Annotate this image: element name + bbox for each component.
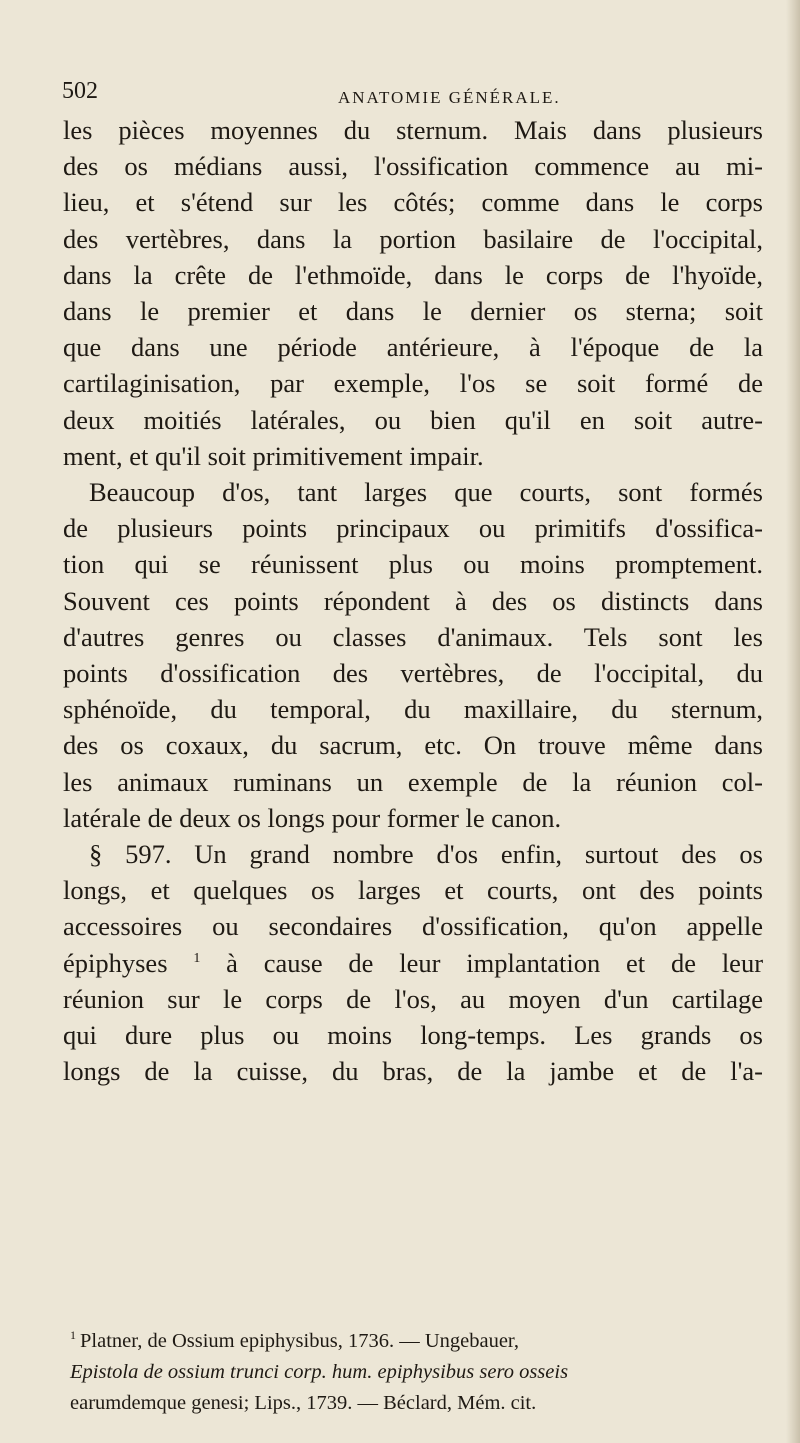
page-edge-shadow bbox=[786, 0, 800, 1443]
text-line: sphénoïde, du temporal, du maxillaire, du sternum, bbox=[63, 694, 763, 725]
page-number: 502 bbox=[62, 78, 98, 104]
footnote-line bbox=[70, 1326, 750, 1357]
text-line: points d'ossification des vertèbres, de l'occipital, du bbox=[63, 658, 763, 689]
text-line: qui dure plus ou moins long-temps. Les grands os bbox=[63, 1020, 763, 1051]
text-segment: à cause de leur implantation et de leur bbox=[226, 947, 764, 978]
text-line: des os médians aussi, l'ossification commence au mi- bbox=[63, 151, 763, 182]
text-line: que dans une période antérieure, à l'époque de la bbox=[63, 332, 763, 363]
text-line: ment, et qu'il soit primitivement impair. bbox=[63, 440, 484, 471]
text-line: les animaux ruminans un exemple de la réunion col- bbox=[63, 766, 763, 797]
text-line: les pièces moyennes du sternum. Mais dans plusieurs bbox=[63, 115, 763, 145]
text-line: lieu, et s'étend sur les côtés; comme dans le corps bbox=[63, 187, 763, 218]
text-line: Beaucoup d'os, tant larges que courts, sont formés bbox=[89, 477, 763, 508]
text-line: réunion sur le corps de l'os, au moyen d'un cartilage bbox=[63, 983, 763, 1014]
footnote-line: earumdemque genesi; Lips., 1739. — Béclard, Mém. cit. bbox=[70, 1392, 537, 1414]
text-line-with-footnote bbox=[63, 945, 763, 981]
text-line: dans la crête de l'ethmoïde, dans le corps de l'hyoïde, bbox=[63, 259, 763, 290]
text-line: accessoires ou secondaires d'ossification, qu'on appelle bbox=[63, 911, 763, 942]
body-text bbox=[63, 112, 763, 1089]
text-line: deux moitiés latérales, ou bien qu'il en soit autre- bbox=[63, 404, 763, 435]
text-line: § 597. Un grand nombre d'os enfin, surtout des os bbox=[89, 839, 763, 870]
text-line: tion qui se réunissent plus ou moins promptement. bbox=[63, 549, 763, 580]
text-line: cartilaginisation, par exemple, l'os se soit formé de bbox=[63, 368, 763, 399]
footnotes bbox=[70, 1326, 750, 1419]
text-line: de plusieurs points principaux ou primitifs d'ossifica- bbox=[63, 513, 763, 544]
text-line: longs, et quelques os larges et courts, ont des points bbox=[63, 875, 763, 906]
footnote-line: Epistola de ossium trunci corp. hum. epiphysibus sero osseis bbox=[70, 1361, 569, 1383]
text-line: longs de la cuisse, du bras, de la jambe et de l'a- bbox=[63, 1056, 763, 1087]
text-line: des os coxaux, du sacrum, etc. On trouve même dans bbox=[63, 730, 763, 761]
text-segment: épiphyses bbox=[63, 947, 168, 978]
footnote-text: Platner, de Ossium epiphysibus, 1736. — Ungebauer, bbox=[80, 1330, 520, 1352]
footnote-reference: 1 bbox=[193, 950, 201, 966]
text-line: latérale de deux os longs pour former le canon. bbox=[63, 802, 562, 833]
text-line: dans le premier et dans le dernier os sterna; soit bbox=[63, 296, 763, 327]
footnote-mark: 1 bbox=[70, 1328, 76, 1343]
text-line: Souvent ces points répondent à des os distincts dans bbox=[63, 585, 763, 616]
text-line: d'autres genres ou classes d'animaux. Tels sont les bbox=[63, 621, 763, 652]
text-line: des vertèbres, dans la portion basilaire de l'occipital, bbox=[63, 223, 763, 254]
running-head: ANATOMIE GÉNÉRALE. bbox=[338, 88, 561, 107]
